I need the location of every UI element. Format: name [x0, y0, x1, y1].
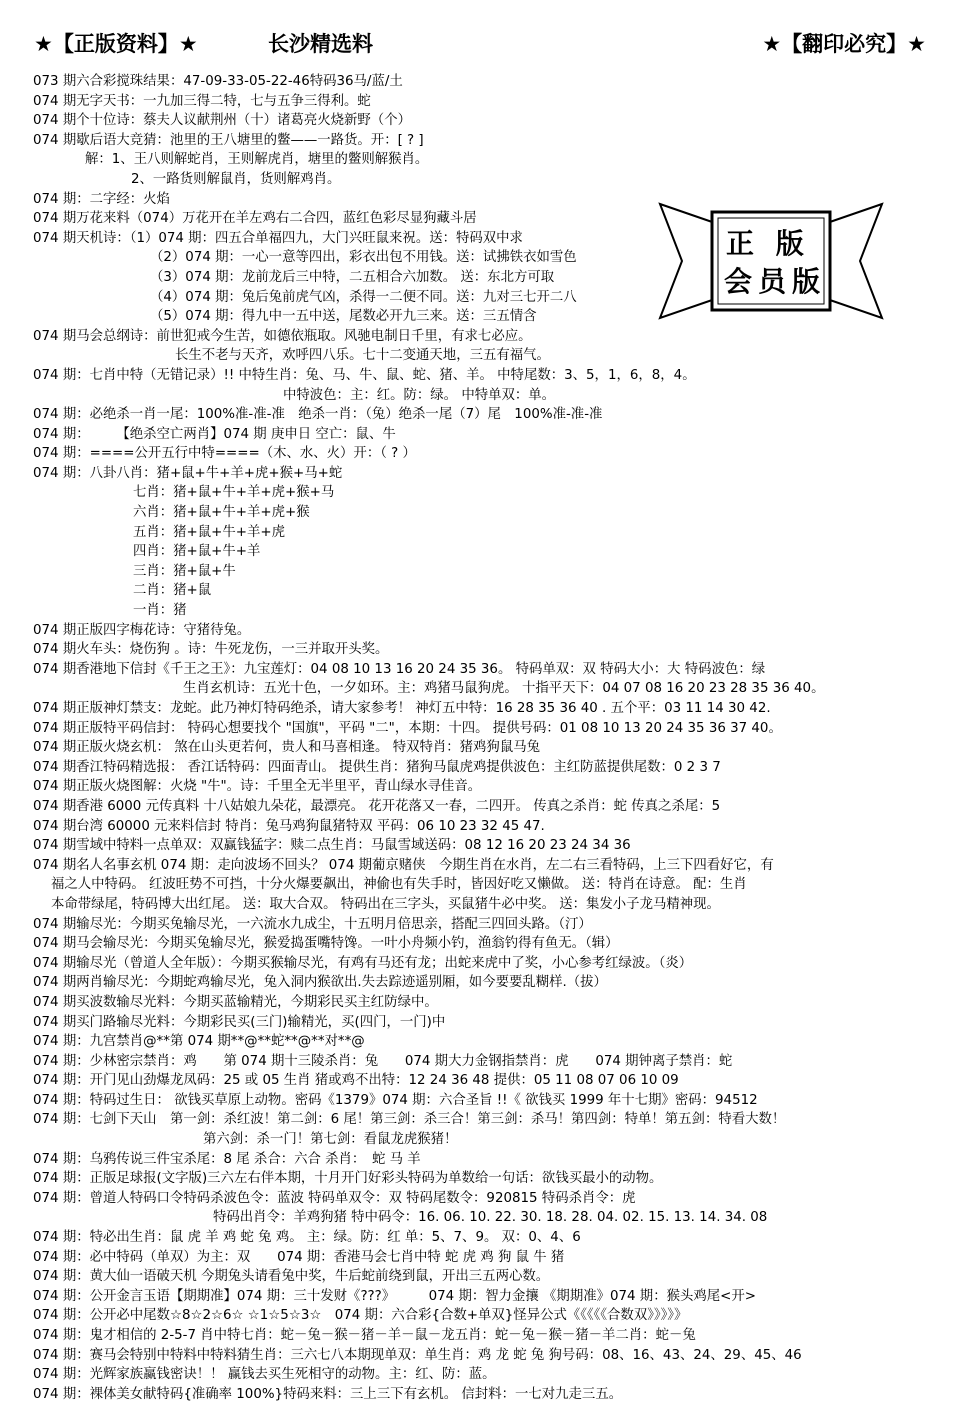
text-line: 074 期：赛马会特别中特料中特料猜生肖：三六七八本期现单双：单生肖：鸡 龙 蛇 兔 狗号码：08、16、43、24、29、45、46	[33, 1347, 802, 1363]
text-line: 074 期正版神灯禁支：龙蛇。此乃神灯特码绝杀，请大家参考！ 神灯五中特：16 28 35 36 40 . 五个平：03 11 14 30 42.	[33, 701, 771, 716]
text-line: 074 期：七肖中特（无错记录）!! 中特生肖：兔、马、牛、鼠、蛇、猪、羊。 中特尾数：3、5，1，6，8，4。	[33, 367, 696, 383]
text-line: 长生不老与天齐，欢呼四八乐。七十二变通天地，三五有福气。	[175, 348, 550, 364]
header-left-label: ★【正版资料】★	[34, 32, 198, 56]
text-line: （2）074 期：一心一意等四出，彩衣出包不用钱。送：试拂铁衣如雪色	[150, 250, 577, 266]
text-line: 074 期：八卦八肖：猪+鼠+牛+羊+虎+猴+马+蛇	[33, 465, 343, 481]
text-line: 074 期正版火烧玄机： 煞在山头更若何，贵人和马喜相逢。 特双特肖：猪鸡狗鼠马兔	[33, 740, 540, 756]
text-line: 074 期：特必出生肖：鼠 虎 羊 鸡 蛇 兔 鸡。 主：绿。防：红 单：5、7、9。 双：0、4、6	[33, 1230, 581, 1246]
text-line: 074 期个十位诗：蔡夫人议献荆州（十）诸葛亮火烧新野（个）	[33, 113, 411, 129]
text-line: 074 期：特码过生日： 欲钱买草原上动物。密码《1379》074 期：六合圣旨 !!《 欲钱买 1999 年十七期》密码：94512	[33, 1092, 758, 1108]
text-line: 074 期歇后语大竞猜：池里的王八塘里的鳖——一路货。开：[ ? ]	[33, 132, 424, 148]
text-line: 074 期万花来料（074）万花开在羊左鸡右二合四，蓝红色彩尽显狗藏斗居	[33, 211, 477, 227]
text-line: 074 期：少林密宗禁肖：鸡 第 074 期十三陵杀肖：兔 074 期大力金钢指禁肖：虎 074 期钟离子禁肖：蛇	[33, 1053, 733, 1069]
text-line: 四肖：猪+鼠+牛+羊	[133, 544, 261, 560]
text-line: 特码出肖令：羊鸡狗猪 特中码令：16. 06. 10. 22. 30. 18. 28. 04. 02. 15. 13. 14. 34. 08	[213, 1210, 768, 1226]
text-line: 074 期正版四字梅花诗：守猪待兔。	[33, 622, 251, 638]
text-line: 074 期买波数输尽光料：今期买蓝输精光，今期彩民买主红防绿中。	[33, 994, 438, 1010]
text-line: 074 期输尽光：今期买兔输尽光，一六流水九成尘，十五明月倍思亲，搭配三四回头路。（汀）	[33, 916, 592, 932]
text-line: 074 期：曾道人特码口令特码杀波色令：蓝波 特码单双令：双 特码尾数令：920815 特码杀肖令：虎	[33, 1190, 636, 1206]
text-line: 福之人中特码。 红波旺势不可挡，十分火爆要飙出，神偷也有失手时，皆因好吃又懒做。 送：特肖在诗意。 配：生肖	[51, 877, 747, 893]
text-line: （3）074 期：龙前龙后三中特，二五相合六加数。 送：东北方可取	[150, 269, 555, 285]
text-line: 074 期台湾 60000 元来料信封 特肖：兔马鸡狗鼠猪特双 平码：06 10 23 32 45 47.	[33, 818, 545, 834]
text-line: 074 期：黄大仙一语破天机 今期兔头请看兔中奖，牛后蛇前绕到鼠，开出三五两心数。	[33, 1269, 550, 1285]
text-line: 第六剑：杀一门！第七剑：看鼠龙虎猴猪！	[203, 1132, 458, 1148]
text-line: 解：1、王八则解蛇肖，王则解虎肖，塘里的鳖则解猴肖。	[85, 152, 429, 168]
text-line: 074 期：必绝杀一肖一尾：100%准-准-准 绝杀一肖：（兔）绝杀一尾（7）尾 100%准-准-准	[33, 407, 603, 423]
text-line: 074 期：光辉家族赢钱密诀！！ 赢钱去买生死相守的动物。主：红、防：蓝。	[33, 1367, 496, 1383]
text-line: 2、一路货则解鼠肖，货则解鸡肖。	[131, 171, 341, 187]
text-line: 六肖：猪+鼠+牛+羊+虎+猴	[133, 505, 310, 521]
text-line: 074 期：公开金言玉语【期期准】074 期：三十发财《???》 074 期：智力金攘 《期期准》074 期：猴头鸡尾<开>	[33, 1288, 756, 1304]
page-title: 长沙精选料	[268, 32, 373, 56]
text-line: 074 期：裸体美女献特码{准确率 100%}特码来料：三上三下有玄机。 信封料：一七对九走三五。	[33, 1386, 623, 1402]
text-line: 074 期输尽光（曾道人全年版）：今期买猴输尽光，有鸡有马还有龙；出蛇来虎中了奖，小心参考红绿波。（炎）	[33, 955, 693, 971]
text-line: 074 期正版特平码信封： 特码心想要找个 "国旗"，平码 "二"，本期：十四。 提供号码：01 08 10 13 20 24 35 36 37 40。	[33, 720, 782, 736]
text-line: 本命带绿尾，特码博大出红尾。 送：取大合双。 特码出在三字头，买鼠猪牛必中奖。 送：集发小子龙马精神现。	[51, 896, 720, 912]
text-line: 一肖：猪	[133, 603, 187, 619]
text-line: 074 期马会总纲诗：前世犯戒今生苦，如德依瓶取。风驰电制日千里，有求七必应。	[33, 328, 532, 344]
text-line: 三肖：猪+鼠+牛	[133, 563, 236, 579]
text-line: 074 期：九宫禁肖@**第 074 期**@**蛇**@**对**@	[33, 1034, 365, 1050]
text-line: 074 期香港地下信封《千王之王》：九宝莲灯：04 08 10 13 16 20 24 35 36。 特码单双：双 特码大小：大 特码波色：绿	[33, 661, 766, 677]
text-line: 074 期：必中特码（单双）为主：双 074 期：香港马会七肖中特 蛇 虎 鸡 狗 鼠 牛 猪	[33, 1249, 565, 1265]
badge-line-1: 正 版	[726, 227, 810, 260]
text-line: 074 期：乌鸦传说三件宝杀尾：8 尾 杀合：六合 杀肖： 蛇 马 羊	[33, 1151, 421, 1167]
text-line: 074 期：正版足球报(文字版)三六左右伴本期，十月开门好彩头特码为单数给一句话：欲钱买最小的动物。	[33, 1171, 663, 1187]
text-line: 生肖玄机诗：五光十色，一夕如环。主：鸡猪马鼠狗虎。 十指平天下：04 07 08 16 20 23 28 35 36 40。	[183, 681, 825, 697]
text-line: 074 期天机诗：（1）074 期：四五合单福四九，大门兴旺鼠来祝。送：特码双中求	[33, 230, 523, 246]
header-right-label: ★【翻印必究】★	[762, 32, 926, 56]
text-line: （5）074 期：得九中一五中送，尾数必开九三来。送：三五情含	[150, 309, 537, 325]
text-line: 074 期雪域中特料一点单双：双赢钱猛字：赎二点生肖：马鼠雪域送码：08 12 16 20 23 24 34 36	[33, 838, 631, 854]
text-line: 074 期：开门见山劲爆龙凤码：25 或 05 生肖 猪或鸡不出特：12 24 36 48 提供：05 11 08 07 06 10 09	[33, 1073, 679, 1089]
document-body	[33, 72, 938, 1404]
text-line: 七肖：猪+鼠+牛+羊+虎+猴+马	[133, 485, 335, 501]
text-line: 074 期无字天书：一九加三得二特，七与五争三得利。蛇	[33, 93, 371, 109]
text-line: 中特波色：主：红。防：绿。 中特单双：单。	[283, 387, 556, 403]
text-line: 074 期：公开必中尾数☆8☆2☆6☆ ☆1☆5☆3☆ 074 期：六合彩{合数+单双}怪异公式《《《《《合数双》》》》》	[33, 1308, 688, 1324]
text-line: 074 期火车头：烧伤狗 。诗：牛死龙伤，一三并取开头奖。	[33, 642, 389, 658]
text-line: 074 期：七剑下天山 第一剑：杀红波！第二剑：6 尾！第三剑：杀三合！第三剑：杀马！第四剑：特单！第五剑：特看大数！	[33, 1112, 786, 1128]
text-line: 074 期香港 6000 元传真料 十八姑娘九朵花，最漂亮。 花开花落又一春，二四开。 传真之杀肖：蛇 传真之杀尾：5	[33, 798, 721, 814]
text-line: 074 期香江特码精选报： 香江话特码：四面青山。 提供生肖：猪狗马鼠虎鸡提供波色：主红防蓝提供尾数：0 2 3 7	[33, 759, 721, 775]
badge-line-2: 会员版	[724, 265, 827, 298]
text-line: 五肖：猪+鼠+牛+羊+虎	[133, 524, 286, 540]
text-line: 074 期名人名事玄机 074 期：走向波场不回头？ 074 期葡京赌侠 今期生肖在水肖，左二右三看特码，上三下四看好它，有	[33, 857, 774, 873]
text-line: 074 期买门路输尽光料：今期彩民买(三门)输精光，买(四门，一门)中	[33, 1014, 446, 1030]
text-line: 074 期： 【绝杀空亡两肖】074 期 庚申日 空亡：鼠、牛	[33, 426, 396, 442]
text-line: 074 期：====公开五行中特====（木、水、火）开：（ ? ）	[33, 446, 416, 462]
text-line: 二肖：猪+鼠	[133, 583, 212, 599]
text-line: 074 期马会输尽光：今期买兔输尽光，猴爱捣蛋嘴特馋。一叶小舟频小钓，渔翁钓得有鱼无。（辑）	[33, 936, 619, 952]
text-line: 074 期：二字经：火焰	[33, 191, 170, 207]
text-line: 074 期正版火烧图解：火烧 "牛"。诗：千里全无半里平，青山绿水寻佳音。	[33, 779, 482, 795]
text-line: 073 期六合彩搅珠结果：47-09-33-05-22-46特码36马/蓝/土	[33, 74, 403, 89]
text-line: 074 期：鬼才相信的 2-5-7 肖中特七肖：蛇－兔－猴－猪－羊－鼠－龙五肖：蛇－兔－猴－猪－羊二肖：蛇－兔	[33, 1328, 696, 1343]
text-line: 074 期两肖输尽光：今期蛇鸡输尽光，兔入洞内猴欲出.失去踪迹遥别厢，如今要要乱糊样.（拔）	[33, 975, 607, 991]
text-line: （4）074 期：兔后兔前虎气凶，杀得一二便不同。送：九对三七开二八	[150, 289, 577, 305]
